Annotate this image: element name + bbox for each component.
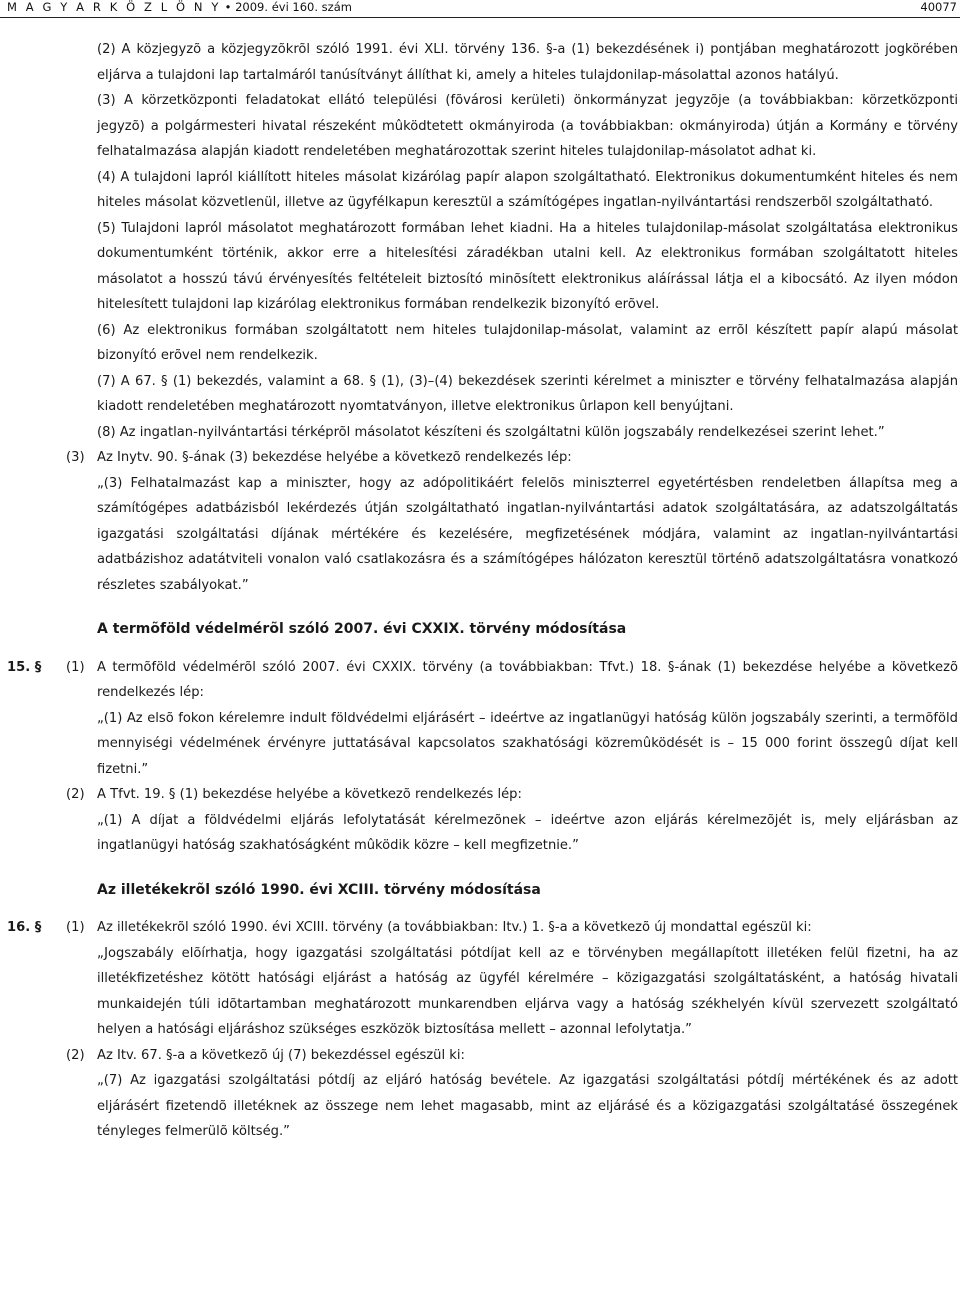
journal-title: M A G Y A R K Ö Z L Ö N Y <box>7 0 222 14</box>
running-header <box>7 0 957 14</box>
section-heading-15: A termõföld védelmérõl szóló 2007. évi CXXIX. törvény módosítása <box>97 621 627 637</box>
subsection-intro: Az Itv. 67. §-a a következõ új (7) bekezdéssel egészül ki: <box>97 1047 465 1063</box>
paragraph-8: (8) Az ingatlan-nyilvántartási térképrõl másolatot készíteni és szolgáltatni külön jogszabály rendelkezései szerint lehet.” <box>97 424 885 440</box>
subsection-3 <box>0 445 960 598</box>
subsection-label: (2) <box>66 1047 85 1063</box>
paragraph-3: (3) A körzetközponti feladatokat ellátó települési (fõvárosi kerületi) önkormányzat jegyzõje (a továbbiakban: körzetközponti jegyzõ) a polgármesteri hivatal részeként mûködtetett okmányiroda (a továbbiakban: okmányiroda) útján a Kormány e törvény felhatalmazása alapján kiadott rendeletében meghatározottak szerint hiteles tulajdonilap-másolatot adhat ki. <box>97 93 958 159</box>
section-16-subsection-2 <box>0 1043 960 1145</box>
paragraph-7: (7) A 67. § (1) bekezdés, valamint a 68. § (1), (3)–(4) bekezdések szerinti kérelmet a miniszter e törvény felhatalmazása alapján kiadott rendeletében meghatározott nyomtatványon, illetve elektronikus ûrlapon kell benyújtani. <box>97 373 958 414</box>
quoted-provision: „(7) Az igazgatási szolgáltatási pótdíj az eljáró hatóság bevétele. Az igazgatási szolgáltatási pótdíj mértékének és az adott eljárásért fizetendõ illetéknek az összege nem lehet magasabb, mint az eljárásé és a közigazgatási szolgáltatásé összegének tényleges felmerülõ költség.” <box>97 1073 958 1139</box>
quoted-provision: „(1) A díjat a földvédelmi eljárás lefolytatását kérelmezõnek – ideértve azon eljárás kérelmezõjét is, mely eljárásban az ingatlanügyi hatóság szakhatóságként mûködik közre – kell megfizetnie.” <box>97 812 958 853</box>
section-heading-16: Az illetékekrõl szóló 1990. évi XCIII. törvény módosítása <box>97 881 541 898</box>
page-number: 40077 <box>920 0 957 14</box>
section-15-subsection-2 <box>0 782 960 859</box>
subsection-intro: Az illetékekrõl szóló 1990. évi XCIII. törvény (a továbbiakban: Itv.) 1. §-a a következõ új mondattal egészül ki: <box>97 920 812 935</box>
issue-label: • 2009. évi 160. szám <box>221 0 352 14</box>
subsection-label: (1) <box>66 659 85 675</box>
paragraph-5: (5) Tulajdoni lapról másolatot meghatározott formában lehet kiadni. Ha a hiteles tulajdonilap-másolat szolgáltatása elektronikus dokumentumként történik, akkor erre a hitelesítési záradékban utalni kell. Az elektronikus formában szolgáltatott hiteles másolatot a hosszú távú érvényesítés feltételeit biztosító minõsített elektronikus aláírással látja el a kibocsátó. Az ilyen módon hitelesített tulajdoni lap kizárólag elektronikus formában rendelkezik bizonyító erõvel. <box>97 220 958 312</box>
subsection-intro: A termõföld védelmérõl szóló 2007. évi CXXIX. törvény (a továbbiakban: Tfvt.) 18. §-ának (1) bekezdése helyébe a következõ rendelkezés lép: <box>97 659 958 700</box>
quoted-provision: „(1) Az elsõ fokon kérelemre indult földvédelmi eljárásért – ideértve az ingatlanügyi hatóság külön jogszabály szerinti, a termõföld mennyiségi védelmének érvényre juttatásával kapcsolatos szakhatósági közremûködését is – 15 000 forint összegû díjat kell fizetni.” <box>97 710 958 777</box>
header-rule <box>0 17 960 18</box>
section-label: 16. § <box>7 920 42 935</box>
paragraph-6: (6) Az elektronikus formában szolgáltatott nem hiteles tulajdonilap-másolat, valamint az errõl készített papír alapú másolat bizonyító erõvel nem rendelkezik. <box>97 322 958 363</box>
subsection-intro: Az Inytv. 90. §-ának (3) bekezdése helyébe a következõ rendelkezés lép: <box>97 450 572 465</box>
quoted-provision: „(3) Felhatalmazást kap a miniszter, hogy az adópolitikáért felelõs miniszterrel egyetértésben rendeletben állapítsa meg a számítógépes adatbázisból lekérdezés útján szolgáltatható ingatlan-nyilvántartási adatok szolgáltatására, az adatszolgáltatás igazgatási szolgáltatási díjának mértékére és kezelésére, megfizetésének módjára, valamint az ingatlan-nyilvántartási adatbázishoz adatátviteli vonalon való csatlakozásra és a számítógépes hálózaton keresztül történõ adatszolgáltatásra vonatkozó részletes szabályokat.” <box>97 475 958 593</box>
subsection-label: (2) <box>66 787 85 802</box>
quoted-provision: „Jogszabály elõírhatja, hogy igazgatási szolgáltatási pótdíjat kell az e törvényben megállapított illetéken felül fizetni, ha az illetékfizetéshez kötött hatósági eljárást a hatóság az ügyfél kérelmére – közigazgatási szolgáltatásként, a hatóság hivatali munkaidején túli idõtartamban meghatározott munkarendben eljárva vagy a hatóság székhelyén kívül szervezett szolgáltató helyen a hatósági eljáráshoz szükséges eszközök biztosítása mellett – azonnal lefolytatja.” <box>97 945 958 1037</box>
section-16 <box>0 915 960 1043</box>
subsection-label: (1) <box>66 920 85 935</box>
subsection-intro: A Tfvt. 19. § (1) bekezdése helyébe a következõ rendelkezés lép: <box>97 787 522 802</box>
section-15 <box>0 655 960 783</box>
paragraph-2: (2) A közjegyzõ a közjegyzõkrõl szóló 1991. évi XLI. törvény 136. §-a (1) bekezdésének i) pontjában meghatározott jogkörében eljárva a tulajdoni lap tartalmáról tanúsítványt állíthat ki, amely a hiteles tulajdonilap-másolattal azonos hatályú. <box>97 42 958 83</box>
subsection-label: (3) <box>66 450 85 465</box>
section-label: 15. § <box>7 659 42 675</box>
paragraph-4: (4) A tulajdoni lapról kiállított hiteles másolat kizárólag papír alapon szolgáltatható. Elektronikus dokumentumként hiteles és nem hiteles másolat közvetlenül, illetve az ügyfélkapun keresztül a számítógépes ingatlan-nyilvántartási rendszerbõl szolgáltatható. <box>97 169 958 210</box>
document-body <box>0 37 960 1145</box>
